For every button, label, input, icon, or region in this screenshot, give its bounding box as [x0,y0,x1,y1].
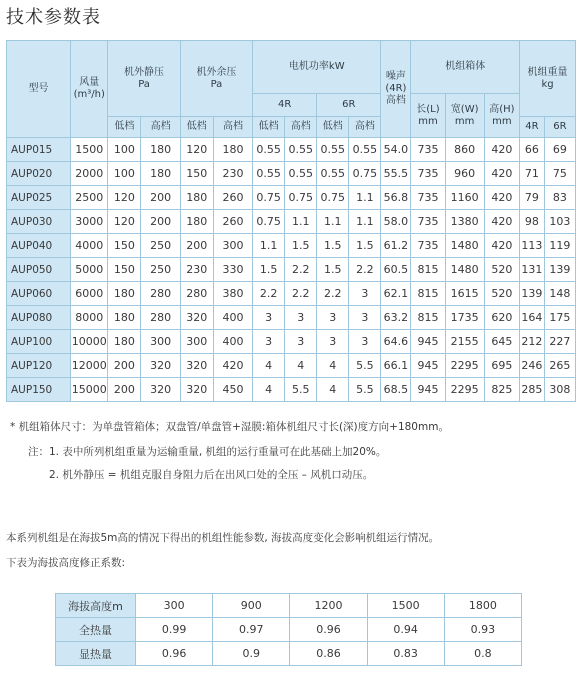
table-cell: 180 [108,282,141,306]
table-cell: 250 [141,234,180,258]
table-cell: 695 [484,354,519,378]
table-cell: 54.0 [381,138,411,162]
table-cell: 280 [141,282,180,306]
th-model: 型号 [7,41,71,138]
table-row [7,258,576,282]
table-cell: 320 [141,354,180,378]
table-cell: 139 [544,258,575,282]
table-cell: 0.75 [253,186,285,210]
table-cell: 5.5 [349,378,381,402]
th-power-6r-high: 高档 [349,117,381,138]
total-heat-value: 0.97 [213,618,290,642]
table-cell: 180 [213,138,252,162]
model-cell: AUP150 [7,378,71,402]
table-cell: 420 [484,162,519,186]
table-cell: 420 [213,354,252,378]
th-noise: 噪声 (4R) 高档 [381,41,411,138]
th-airflow: 风量 (m³/h) [71,41,108,138]
table-cell: 1480 [445,258,484,282]
table-cell: 0.55 [285,162,317,186]
table-cell: 400 [213,330,252,354]
table-cell: 1.1 [317,210,349,234]
table-cell: 815 [411,258,445,282]
table-cell: 5000 [71,258,108,282]
table-cell: 0.75 [285,186,317,210]
total-heat-value: 0.99 [136,618,213,642]
table-cell: 4000 [71,234,108,258]
note-static-pressure: 2. 机外静压 = 机组克服自身阻力后在出风口处的全压 – 风机口动压。 [49,469,374,481]
table-cell: 2.2 [285,282,317,306]
table-cell: 520 [484,282,519,306]
total-heat-value: 0.93 [444,618,521,642]
th-height: 高(H) mm [484,94,519,138]
table-cell: 1.5 [349,234,381,258]
table-cell: 860 [445,138,484,162]
altitude-row-total-heat [56,618,522,642]
table-cell: 1480 [445,234,484,258]
table-cell: 119 [544,234,575,258]
table-row [7,138,576,162]
th-power-4r-low: 低档 [253,117,285,138]
th-width: 宽(W) mm [445,94,484,138]
table-row [7,162,576,186]
table-cell: 280 [180,282,213,306]
total-heat-label: 全热量 [56,618,136,642]
table-cell: 66 [520,138,545,162]
th-length: 长(L) mm [411,94,445,138]
table-cell: 320 [180,306,213,330]
table-cell: 260 [213,186,252,210]
table-cell: 60.5 [381,258,411,282]
table-row [7,186,576,210]
table-cell: 55.5 [381,162,411,186]
table-cell: 3 [285,306,317,330]
table-cell: 100 [108,138,141,162]
table-cell: 380 [213,282,252,306]
table-row [7,282,576,306]
table-cell: 1.5 [317,234,349,258]
note-weight: 注：1. 表中所列机组重量为运输重量, 机组的运行重量可在此基础上加20%。 [28,446,387,458]
table-cell: 3 [253,330,285,354]
table-cell: 66.1 [381,354,411,378]
table-cell: 4 [317,378,349,402]
table-cell: 246 [520,354,545,378]
table-cell: 200 [141,210,180,234]
table-cell: 4 [253,354,285,378]
table-cell: 1.5 [285,234,317,258]
table-cell: 56.8 [381,186,411,210]
table-cell: 5.5 [285,378,317,402]
table-cell: 1500 [71,138,108,162]
table-cell: 61.2 [381,234,411,258]
table-cell: 3000 [71,210,108,234]
th-cabinet: 机组箱体 [411,41,520,94]
table-row [7,210,576,234]
table-cell: 2.2 [317,282,349,306]
table-cell: 15000 [71,378,108,402]
total-heat-value: 0.94 [367,618,444,642]
table-cell: 230 [213,162,252,186]
table-cell: 250 [141,258,180,282]
table-cell: 300 [180,330,213,354]
th-residual-high: 高档 [213,117,252,138]
table-cell: 735 [411,138,445,162]
table-cell: 2.2 [349,258,381,282]
spec-table [6,40,576,402]
th-power-4r-high: 高档 [285,117,317,138]
altitude-value: 900 [213,594,290,618]
table-cell: 3 [349,306,381,330]
altitude-label: 海拔高度m [56,594,136,618]
th-power-4r: 4R [253,94,317,117]
table-cell: 58.0 [381,210,411,234]
sensible-heat-value: 0.96 [136,642,213,666]
th-weight: 机组重量 kg [520,41,576,117]
total-heat-value: 0.96 [290,618,367,642]
model-cell: AUP015 [7,138,71,162]
table-cell: 945 [411,330,445,354]
model-cell: AUP020 [7,162,71,186]
table-cell: 180 [108,306,141,330]
table-cell: 1.1 [349,186,381,210]
table-cell: 0.55 [317,162,349,186]
model-cell: AUP060 [7,282,71,306]
model-cell: AUP030 [7,210,71,234]
table-cell: 815 [411,306,445,330]
table-cell: 0.75 [253,210,285,234]
table-cell: 2.2 [253,282,285,306]
table-row [7,234,576,258]
table-cell: 2.2 [285,258,317,282]
table-cell: 2295 [445,378,484,402]
table-cell: 200 [180,234,213,258]
table-cell: 212 [520,330,545,354]
table-cell: 71 [520,162,545,186]
table-cell: 0.55 [317,138,349,162]
model-cell: AUP025 [7,186,71,210]
table-cell: 0.75 [317,186,349,210]
sensible-heat-label: 显热量 [56,642,136,666]
table-cell: 2000 [71,162,108,186]
table-cell: 420 [484,210,519,234]
table-cell: 320 [180,378,213,402]
altitude-table [55,593,522,666]
page-title: 技术参数表 [6,7,101,28]
table-cell: 1.1 [253,234,285,258]
table-cell: 0.75 [349,162,381,186]
table-cell: 265 [544,354,575,378]
th-motor-power: 电机功率kW [253,41,381,94]
table-cell: 945 [411,378,445,402]
table-cell: 98 [520,210,545,234]
th-static-high: 高档 [141,117,180,138]
sensible-heat-value: 0.9 [213,642,290,666]
table-cell: 330 [213,258,252,282]
table-cell: 260 [213,210,252,234]
table-cell: 0.55 [349,138,381,162]
table-cell: 0.55 [253,162,285,186]
table-cell: 230 [180,258,213,282]
th-ext-static: 机外静压 Pa [108,41,180,117]
table-cell: 150 [180,162,213,186]
table-cell: 6000 [71,282,108,306]
table-cell: 68.5 [381,378,411,402]
model-cell: AUP120 [7,354,71,378]
table-cell: 945 [411,354,445,378]
table-cell: 1735 [445,306,484,330]
table-cell: 3 [253,306,285,330]
table-cell: 10000 [71,330,108,354]
table-cell: 735 [411,162,445,186]
table-cell: 645 [484,330,519,354]
table-cell: 320 [180,354,213,378]
table-cell: 3 [285,330,317,354]
table-cell: 735 [411,186,445,210]
table-cell: 180 [108,330,141,354]
table-cell: 180 [141,162,180,186]
altitude-value: 1500 [367,594,444,618]
altitude-row-height [56,594,522,618]
table-cell: 1615 [445,282,484,306]
table-cell: 227 [544,330,575,354]
sensible-heat-value: 0.86 [290,642,367,666]
spec-table-body [7,138,576,402]
table-cell: 180 [180,210,213,234]
sensible-heat-value: 0.8 [444,642,521,666]
table-cell: 62.1 [381,282,411,306]
th-weight-6r: 6R [544,117,575,138]
table-cell: 2500 [71,186,108,210]
table-cell: 280 [141,306,180,330]
table-cell: 825 [484,378,519,402]
table-cell: 1380 [445,210,484,234]
table-cell: 735 [411,234,445,258]
table-cell: 3 [317,330,349,354]
table-cell: 200 [108,354,141,378]
table-cell: 75 [544,162,575,186]
table-cell: 120 [180,138,213,162]
altitude-row-sensible-heat [56,642,522,666]
table-cell: 420 [484,186,519,210]
table-cell: 150 [108,234,141,258]
table-row [7,378,576,402]
table-cell: 308 [544,378,575,402]
table-cell: 620 [484,306,519,330]
th-ext-residual: 机外余压 Pa [180,41,252,117]
table-cell: 100 [108,162,141,186]
table-cell: 400 [213,306,252,330]
table-cell: 300 [141,330,180,354]
table-cell: 3 [317,306,349,330]
table-row [7,330,576,354]
table-cell: 1.1 [285,210,317,234]
table-cell: 113 [520,234,545,258]
th-weight-4r: 4R [520,117,545,138]
table-cell: 83 [544,186,575,210]
table-cell: 1.5 [253,258,285,282]
table-cell: 1160 [445,186,484,210]
table-cell: 12000 [71,354,108,378]
table-cell: 520 [484,258,519,282]
table-cell: 79 [520,186,545,210]
table-cell: 164 [520,306,545,330]
table-cell: 285 [520,378,545,402]
table-cell: 2295 [445,354,484,378]
table-cell: 1.1 [349,210,381,234]
table-cell: 420 [484,138,519,162]
table-cell: 3 [349,330,381,354]
table-cell: 3 [349,282,381,306]
table-cell: 0.55 [285,138,317,162]
altitude-table-caption: 下表为海拔高度修正系数: [6,557,126,569]
th-residual-low: 低档 [180,117,213,138]
note-cabinet-size: * 机组箱体尺寸：为单盘管箱体；双盘管/单盘管+湿膜:箱体机组尺寸长(深)度方向+180mm。 [10,421,449,433]
table-cell: 1.5 [317,258,349,282]
th-static-low: 低档 [108,117,141,138]
model-cell: AUP050 [7,258,71,282]
table-cell: 200 [108,378,141,402]
table-cell: 450 [213,378,252,402]
table-cell: 4 [253,378,285,402]
altitude-value: 1800 [444,594,521,618]
table-cell: 148 [544,282,575,306]
table-cell: 103 [544,210,575,234]
th-power-6r-low: 低档 [317,117,349,138]
table-cell: 4 [285,354,317,378]
table-cell: 320 [141,378,180,402]
table-cell: 180 [180,186,213,210]
table-cell: 64.6 [381,330,411,354]
table-cell: 4 [317,354,349,378]
table-cell: 180 [141,138,180,162]
table-row [7,306,576,330]
table-cell: 300 [213,234,252,258]
table-cell: 735 [411,210,445,234]
table-cell: 175 [544,306,575,330]
model-cell: AUP100 [7,330,71,354]
table-row [7,354,576,378]
th-power-6r: 6R [317,94,381,117]
altitude-intro: 本系列机组是在海拔5m高的情况下得出的机组性能参数, 海拔高度变化会影响机组运行情况。 [6,532,440,544]
table-cell: 131 [520,258,545,282]
altitude-table-body [56,594,522,666]
table-cell: 150 [108,258,141,282]
table-cell: 5.5 [349,354,381,378]
table-cell: 0.55 [253,138,285,162]
table-cell: 2155 [445,330,484,354]
table-cell: 139 [520,282,545,306]
table-cell: 420 [484,234,519,258]
altitude-value: 1200 [290,594,367,618]
table-cell: 200 [141,186,180,210]
table-cell: 960 [445,162,484,186]
table-cell: 63.2 [381,306,411,330]
table-cell: 120 [108,210,141,234]
model-cell: AUP080 [7,306,71,330]
table-cell: 815 [411,282,445,306]
table-cell: 120 [108,186,141,210]
table-cell: 8000 [71,306,108,330]
model-cell: AUP040 [7,234,71,258]
altitude-value: 300 [136,594,213,618]
table-cell: 69 [544,138,575,162]
sensible-heat-value: 0.83 [367,642,444,666]
